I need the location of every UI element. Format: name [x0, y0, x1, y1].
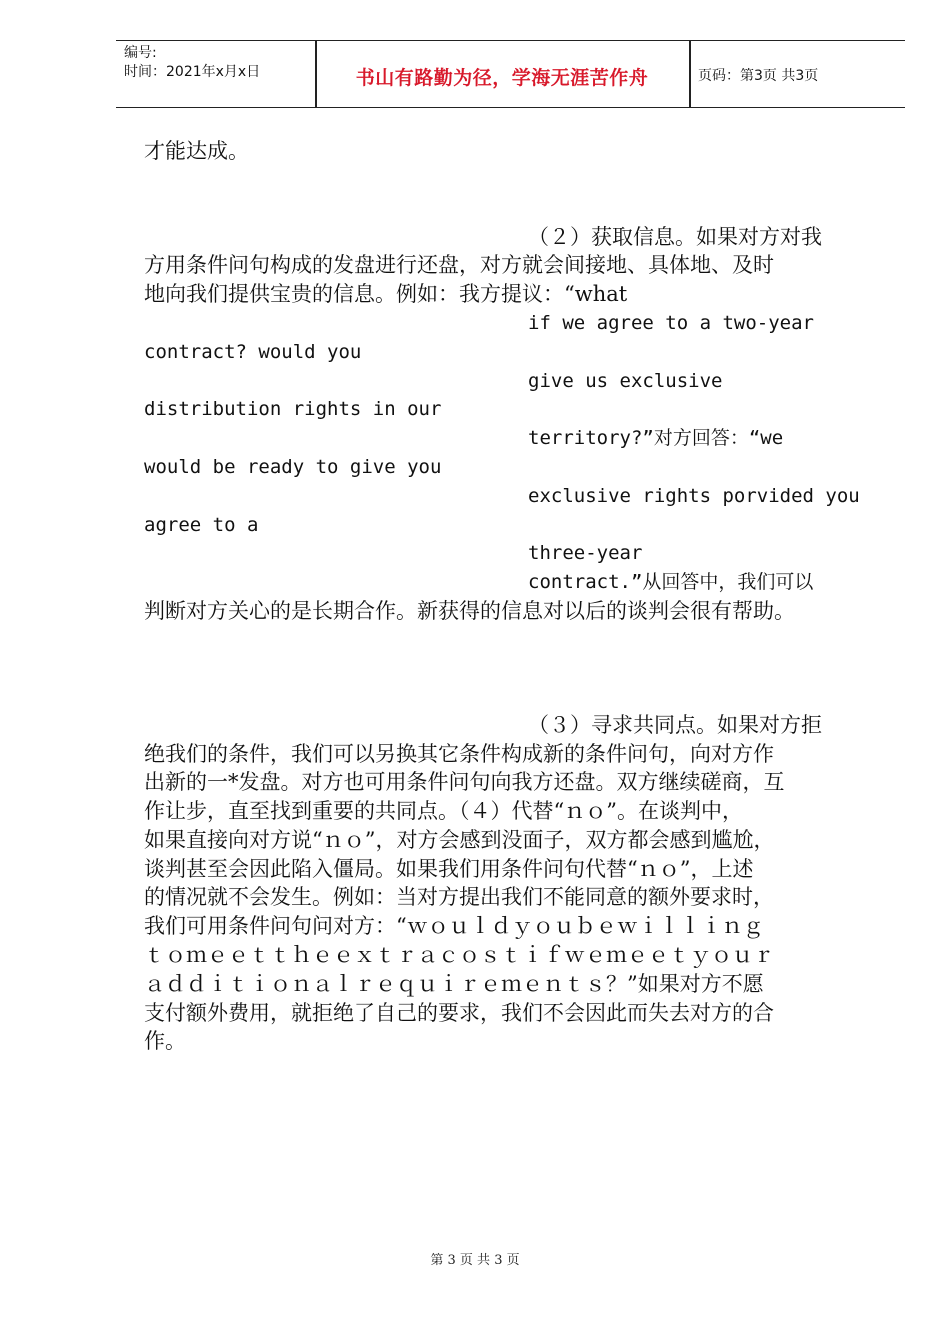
text-line: if we agree to a two-year: [528, 312, 814, 334]
text-line: distribution rights in our: [144, 398, 442, 420]
text-line: agree to a: [144, 514, 259, 536]
text-line: 如果直接向对方说“ｎｏ”，对方会感到没面子，双方都会感到尴尬，: [144, 828, 775, 852]
text-line: 方用条件问句构成的发盘进行还盘，对方就会间接地、具体地、及时: [144, 253, 774, 277]
text-line: ｔｏｍｅｅｔｔｈｅｅｘｔｒａｃｏｓｔｉｆｗｅｍｅｅｔｙｏｕｒ: [144, 943, 774, 967]
text-line: （３）寻求共同点。如果对方拒: [528, 713, 822, 737]
header-meta: [124, 44, 260, 82]
text-line: territory?”对方回答：“we: [528, 427, 784, 449]
text-line: exclusive rights porvided you: [528, 485, 860, 507]
header-page-label: 页码：第3页 共3页: [698, 68, 819, 84]
header-divider: [689, 41, 691, 107]
text-line: 地向我们提供宝贵的信息。例如：我方提议：“what: [144, 282, 628, 306]
page-footer: 第 3 页 共 3 页: [430, 1253, 520, 1268]
text-line: contract? would you: [144, 341, 362, 363]
text-line: contract.”从回答中，我们可以: [528, 571, 814, 593]
text-line: 支付额外费用，就拒绝了自己的要求，我们不会因此而失去对方的合: [144, 1001, 774, 1025]
text-line: 作让步，直至找到重要的共同点。（４）代替“ｎｏ”。在谈判中，: [144, 799, 743, 823]
text-line: would be ready to give you: [144, 456, 442, 478]
text-line: （２）获取信息。如果对方对我: [528, 225, 822, 249]
doc-time-label: 时间：2021年x月x日: [124, 64, 261, 80]
text-line: 作。: [144, 1029, 186, 1053]
text-line: 绝我们的条件，我们可以另换其它条件构成新的条件问句，向对方作: [144, 742, 774, 766]
text-line: 我们可用条件问句问对方：“ｗｏｕｌｄｙｏｕｂｅｗｉｌｌｉｎｇ: [144, 914, 764, 938]
text-line: 判断对方关心的是长期合作。新获得的信息对以后的谈判会很有帮助。: [144, 599, 795, 623]
text-line: 出新的一*发盘。对方也可用条件问句向我方还盘。双方继续磋商，互: [144, 770, 785, 794]
text-line: 谈判甚至会因此陷入僵局。如果我们用条件问句代替“ｎｏ”，上述: [144, 857, 754, 881]
doc-number-label: 编号:: [124, 45, 157, 61]
text-line: 才能达成。: [144, 139, 249, 163]
text-line: give us exclusive: [528, 370, 723, 392]
header-motto: 书山有路勤为径，学海无涯苦作舟: [355, 67, 649, 89]
text-line: 的情况就不会发生。例如：当对方提出我们不能同意的额外要求时，: [144, 885, 774, 909]
text-line: three-year: [528, 542, 643, 564]
document-header: [116, 40, 905, 108]
text-line: ａｄｄｉｔｉｏｎａｌｒｅｑｕｉｒｅｍｅｎｔｓ？”如果对方不愿: [144, 972, 764, 996]
